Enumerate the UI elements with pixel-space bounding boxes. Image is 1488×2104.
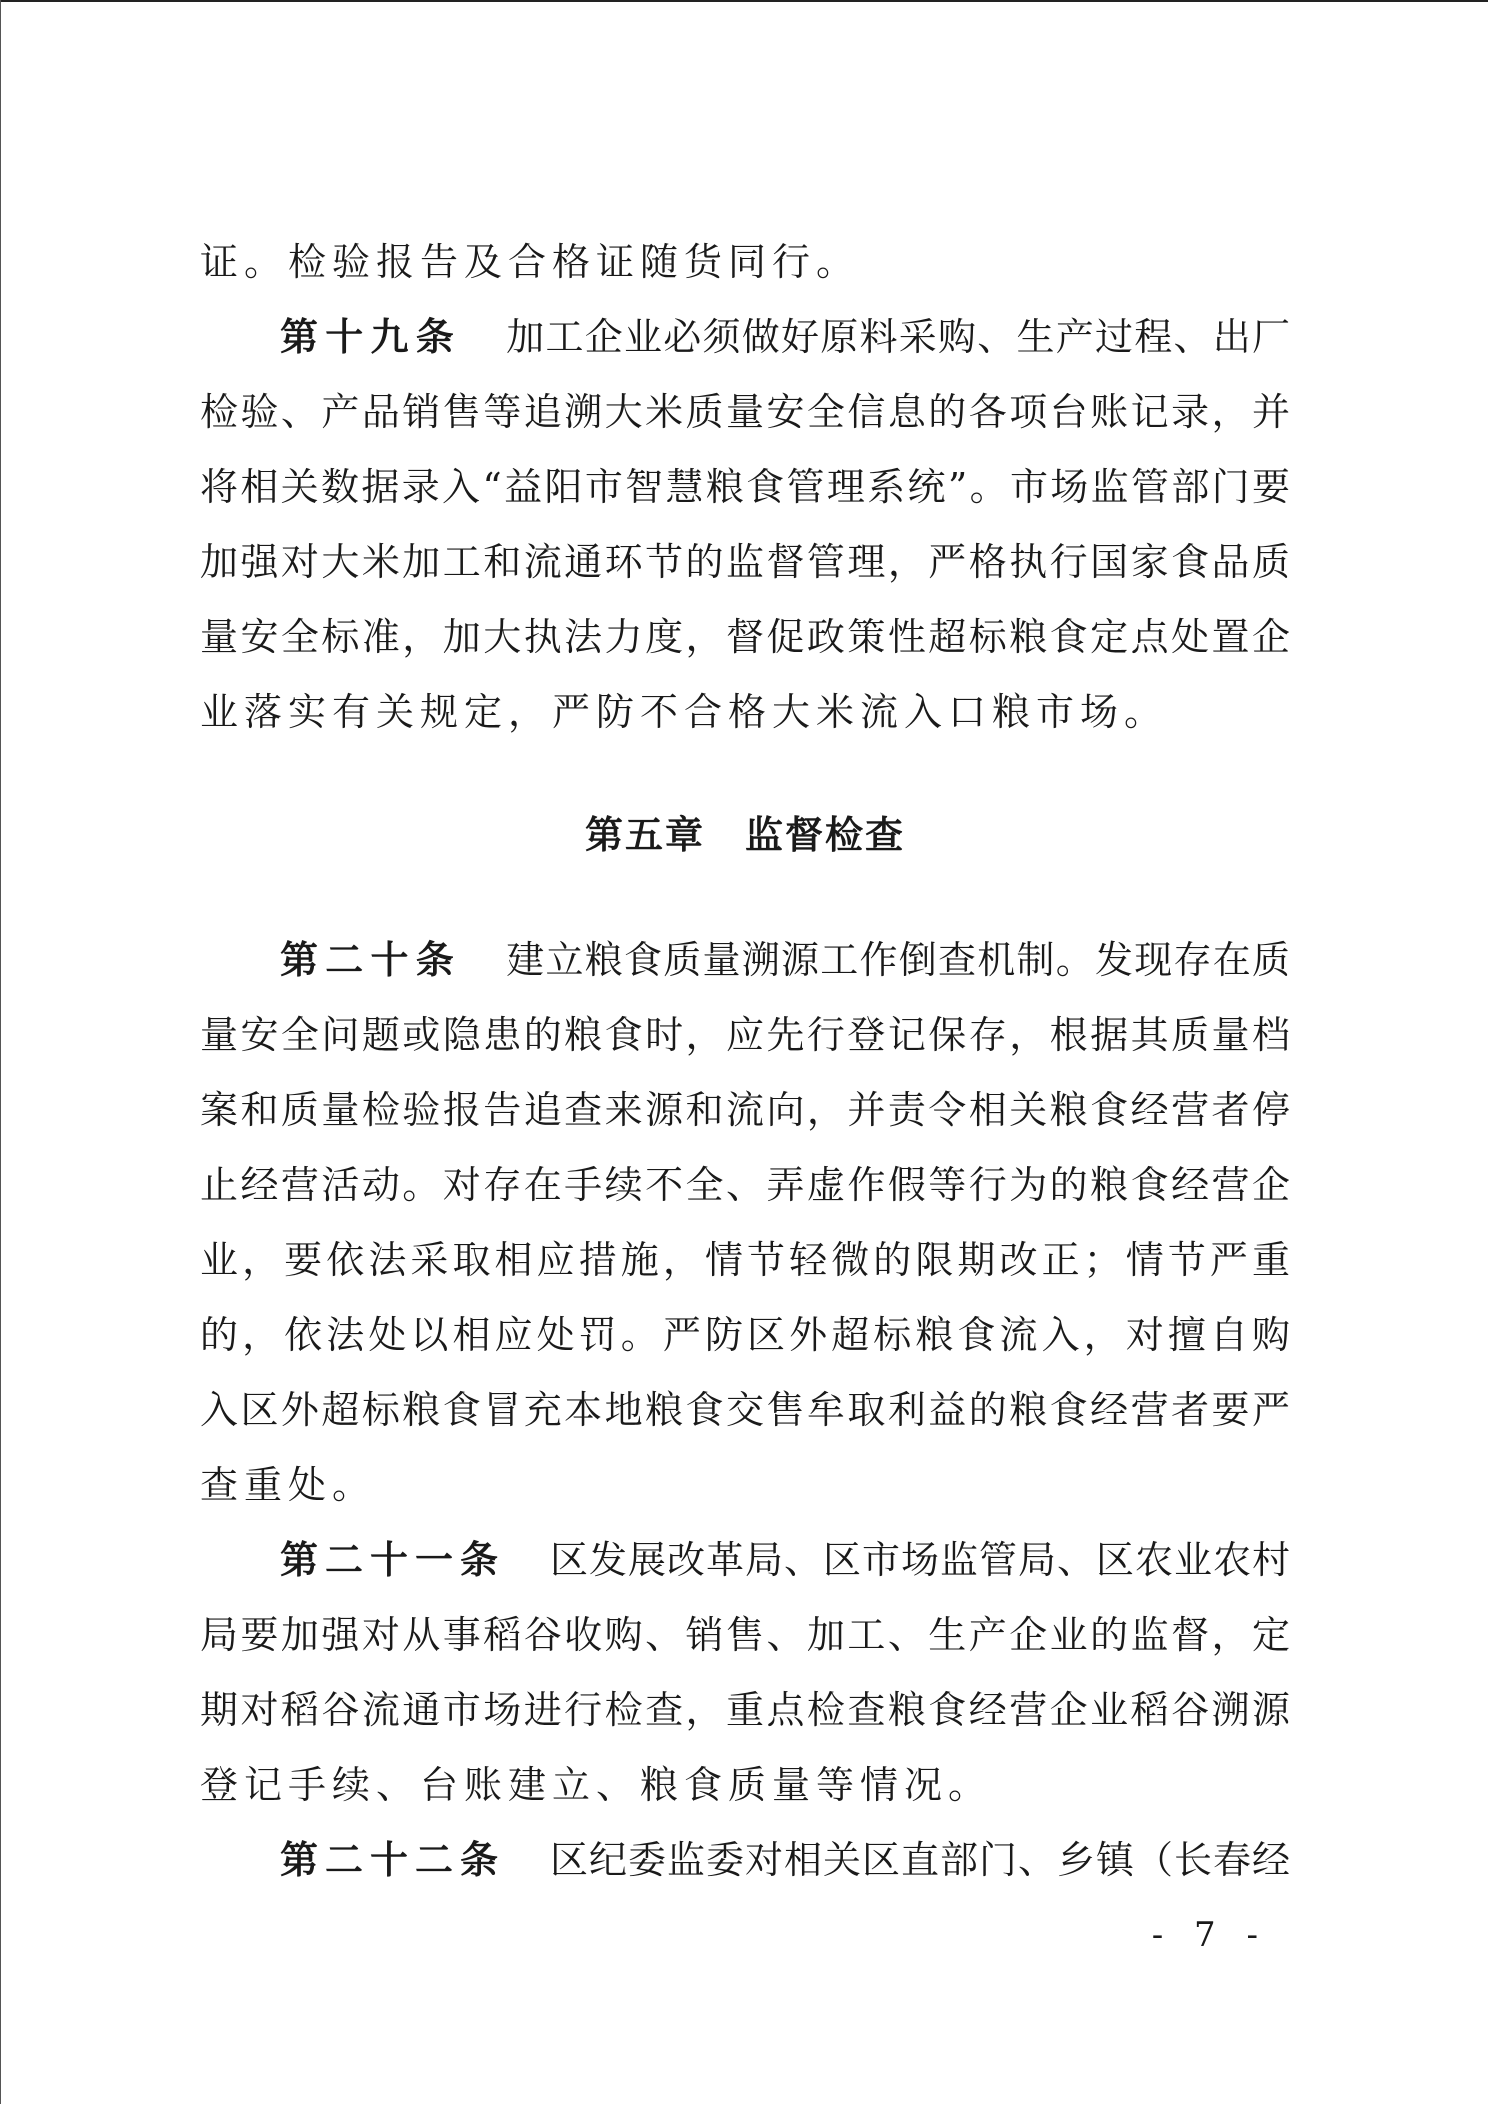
chapter-title: 监督检查 <box>745 813 906 857</box>
article-heading: 第二十条 <box>280 938 461 982</box>
paragraph-line: 加强对大米加工和流通环节的监督管理，严格执行国家食品质 <box>200 540 1290 584</box>
article-first-line <box>200 923 1290 998</box>
paragraph-line: 入区外超标粮食冒充本地粮食交售牟取利益的粮食经营者要严 <box>200 1388 1290 1432</box>
paragraph-line: 检验、产品销售等追溯大米质量安全信息的各项台账记录，并 <box>200 390 1290 434</box>
article-heading: 第十九条 <box>280 315 461 359</box>
paragraph-line: 期对稻谷流通市场进行检查，重点检查粮食经营企业稻谷溯源 <box>200 1688 1290 1732</box>
paragraph-line: 证。检验报告及合格证随货同行。 <box>200 240 861 284</box>
paragraph-line: 量安全标准，加大执法力度，督促政策性超标粮食定点处置企 <box>200 615 1290 659</box>
paragraph-line: 局要加强对从事稻谷收购、销售、加工、生产企业的监督，定 <box>200 1613 1290 1657</box>
paragraph-line: 的，依法处以相应处罚。严防区外超标粮食流入，对擅自购 <box>200 1313 1290 1357</box>
article-heading: 第二十一条 <box>280 1538 505 1582</box>
article-first-line <box>200 1823 1290 1898</box>
paragraph-line: 加工企业必须做好原料采购、生产过程、出厂 <box>505 315 1290 359</box>
article-first-line <box>200 1523 1290 1598</box>
page-left-border <box>0 0 1 2104</box>
paragraph-line: 查重处。 <box>200 1463 377 1507</box>
paragraph-line: 案和质量检验报告追查来源和流向，并责令相关粮食经营者停 <box>200 1088 1290 1132</box>
paragraph-line: 将相关数据录入“益阳市智慧粮食管理系统”。市场监管部门要 <box>200 465 1290 509</box>
page-number: - 7 - <box>1151 1915 1268 1955</box>
page-top-border <box>0 0 1488 2</box>
paragraph-line: 登记手续、台账建立、粮食质量等情况。 <box>200 1763 993 1807</box>
paragraph-line: 量安全问题或隐患的粮食时，应先行登记保存，根据其质量档 <box>200 1013 1290 1057</box>
paragraph-line: 建立粮食质量溯源工作倒查机制。发现存在质 <box>505 938 1290 982</box>
paragraph-line: 区发展改革局、区市场监管局、区农业农村 <box>549 1538 1290 1582</box>
chapter-heading <box>200 798 1290 873</box>
paragraph-line: 区纪委监委对相关区直部门、乡镇（长春经 <box>549 1838 1290 1882</box>
paragraph-line: 业落实有关规定，严防不合格大米流入口粮市场。 <box>200 690 1169 734</box>
paragraph-line: 止经营活动。对存在手续不全、弄虚作假等行为的粮食经营企 <box>200 1163 1290 1207</box>
article-first-line <box>200 300 1290 375</box>
paragraph-line: 业，要依法采取相应措施，情节轻微的限期改正；情节严重 <box>200 1238 1290 1282</box>
article-heading: 第二十二条 <box>280 1838 505 1882</box>
chapter-number: 第五章 <box>584 813 705 857</box>
document-body <box>200 225 1290 1898</box>
